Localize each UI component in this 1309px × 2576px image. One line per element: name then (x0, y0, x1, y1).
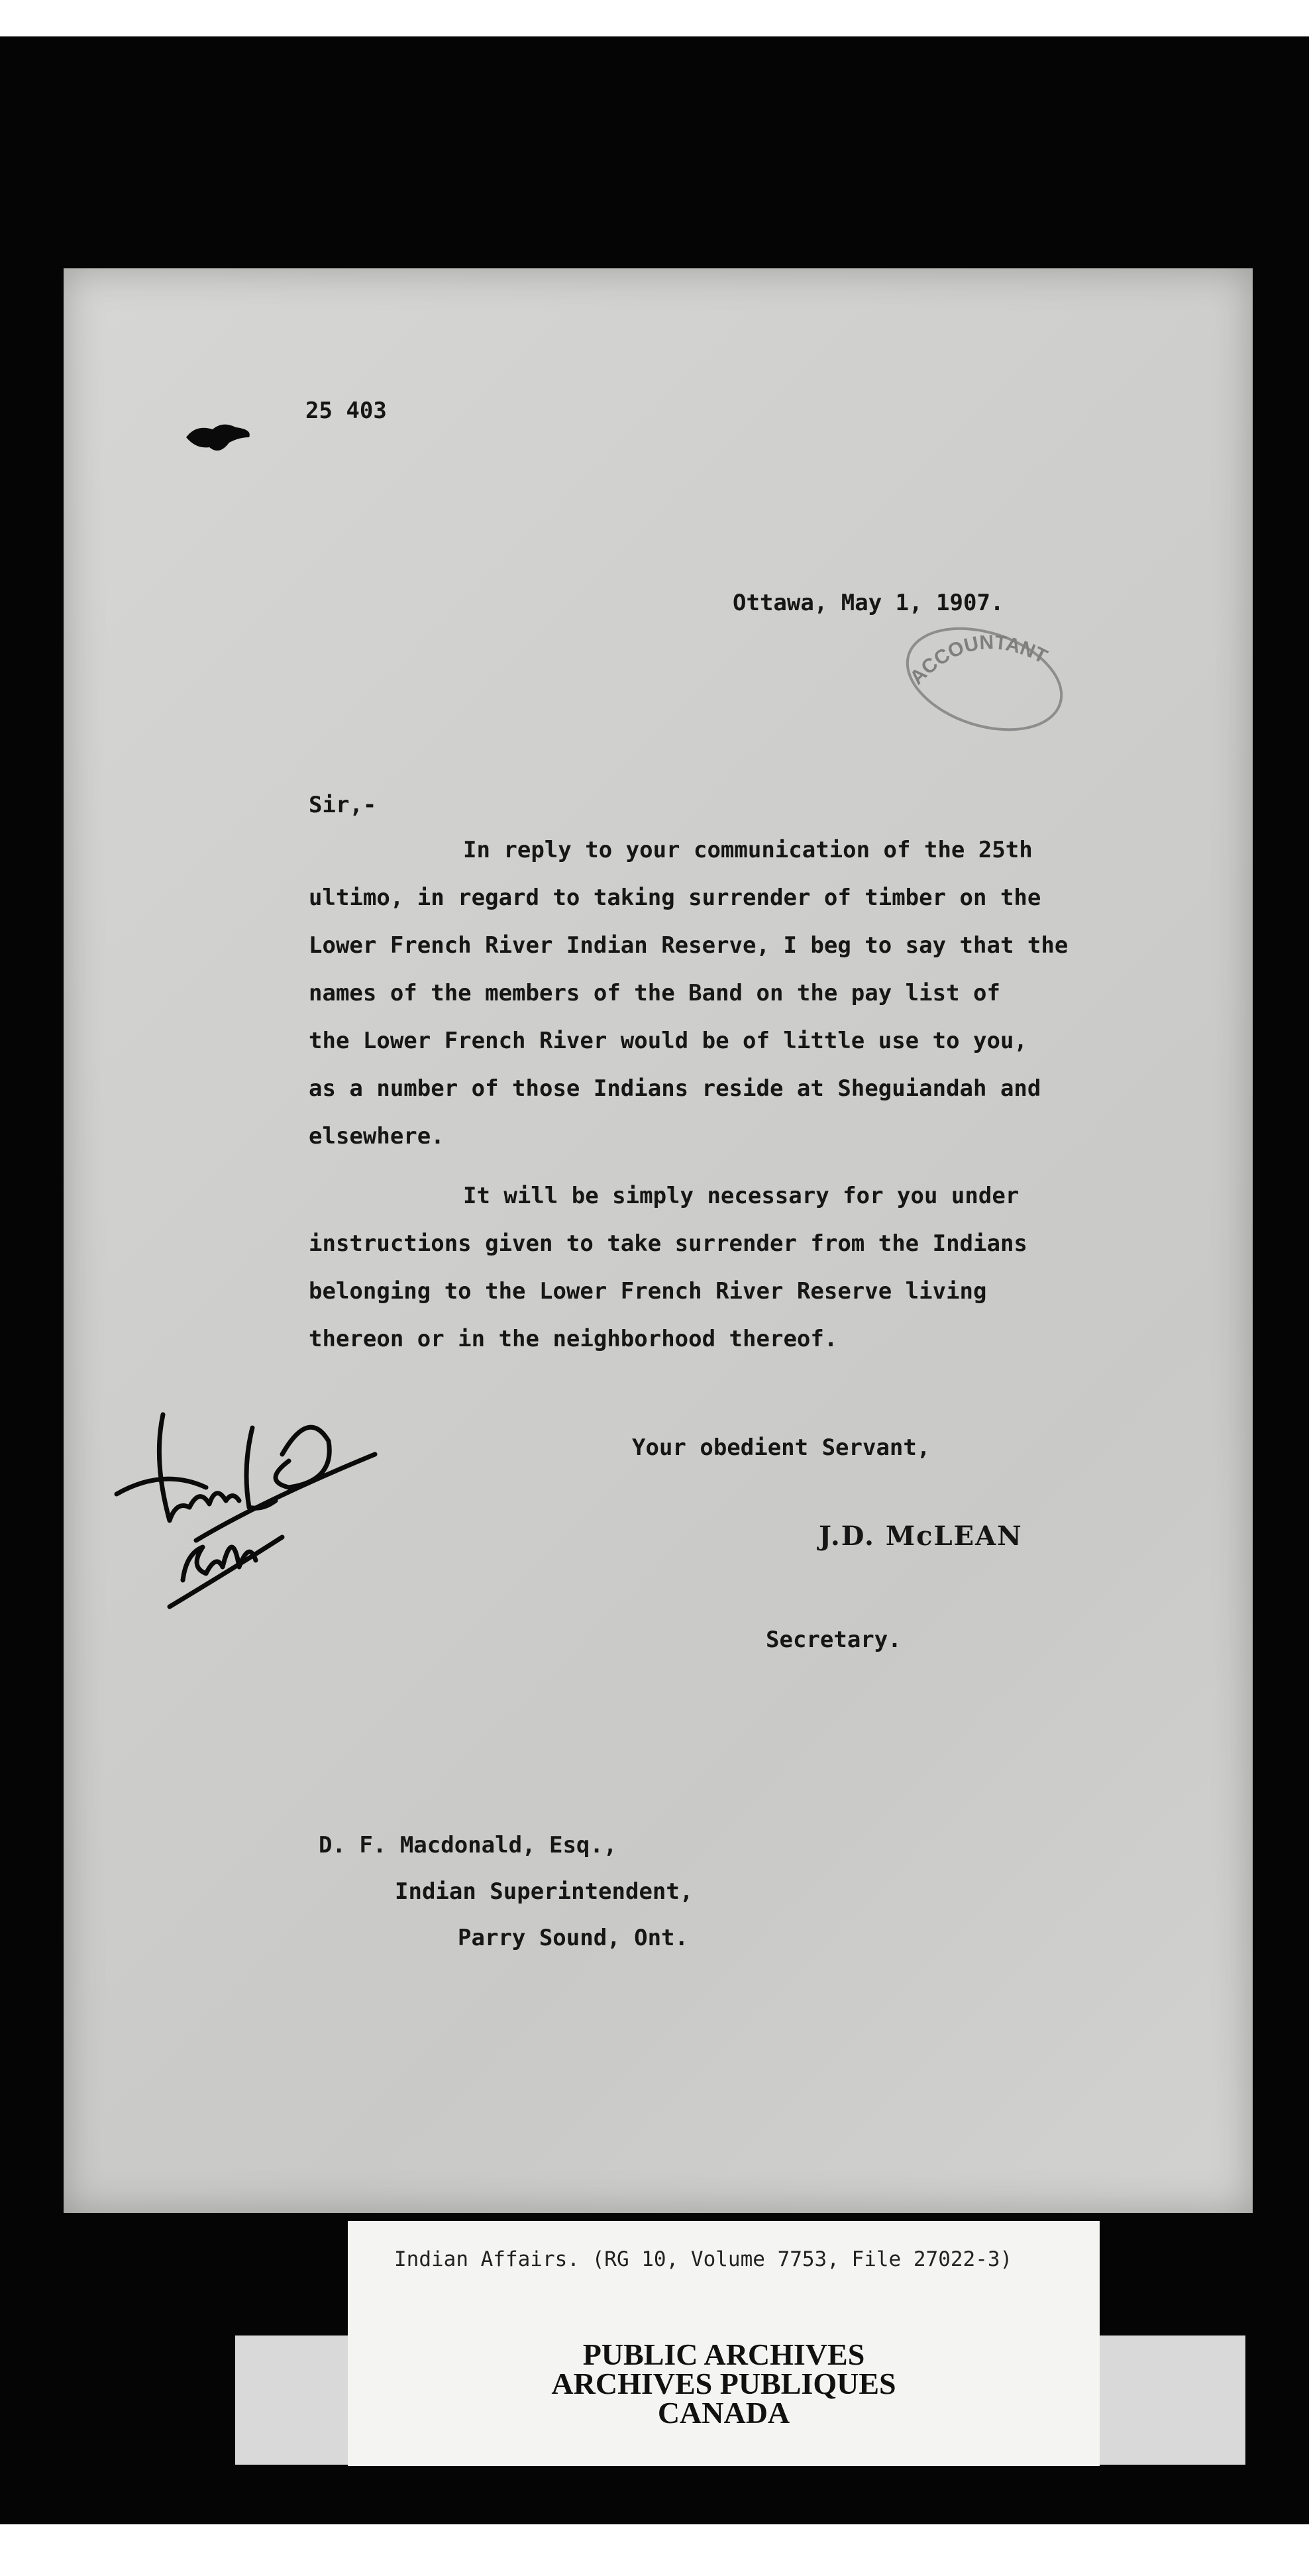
accountant-stamp (885, 613, 1084, 745)
body-line: names of the members of the Band on the pay list of (309, 980, 1000, 1006)
file-number: 25 403 (305, 398, 387, 424)
stamp-text: ACCOUNTANT (906, 631, 1051, 689)
body-line: the Lower French River would be of little use to you, (309, 1028, 1027, 1054)
addressee-place: Parry Sound, Ont. (458, 1925, 688, 1951)
body-line: instructions given to take surrender from the Indians (309, 1230, 1027, 1257)
archive-line: CANADA (657, 2396, 790, 2430)
body-line: In reply to your communication of the 25th (463, 837, 1033, 863)
body-line: as a number of those Indians reside at Sheguiandah and (309, 1075, 1041, 1102)
body-line: It will be simply necessary for you under (463, 1183, 1020, 1209)
date-line: Ottawa, May 1, 1907. (733, 590, 1004, 616)
body-line: thereon or in the neighborhood thereof. (309, 1326, 838, 1352)
body-line: ultimo, in regard to taking surrender of timber on the (309, 885, 1041, 911)
body-line: elsewhere. (309, 1123, 445, 1150)
ink-blot (183, 417, 256, 457)
salutation: Sir,- (309, 792, 377, 818)
archive-stamp (348, 2337, 1100, 2430)
svg-text:ACCOUNTANT (906, 631, 1051, 689)
letter-page (64, 268, 1253, 2213)
archive-reference: Indian Affairs. (RG 10, Volume 7753, File 27022-3) (394, 2247, 1013, 2271)
addressee-title: Indian Superintendent, (395, 1878, 694, 1905)
handwritten-initials (90, 1368, 395, 1646)
closing: Your obedient Servant, (632, 1434, 931, 1461)
signature-name: J.D. McLEAN (819, 1521, 1023, 1552)
signature-title: Secretary. (766, 1627, 902, 1653)
archive-line: ARCHIVES PUBLIQUES (551, 2367, 896, 2400)
archive-line: PUBLIC ARCHIVES (582, 2337, 865, 2371)
body-line: Lower French River Indian Reserve, I beg to say that the (309, 932, 1069, 959)
body-line: belonging to the Lower French River Reserve living (309, 1278, 987, 1305)
archive-label (348, 2221, 1100, 2466)
addressee-name: D. F. Macdonald, Esq., (319, 1832, 617, 1858)
